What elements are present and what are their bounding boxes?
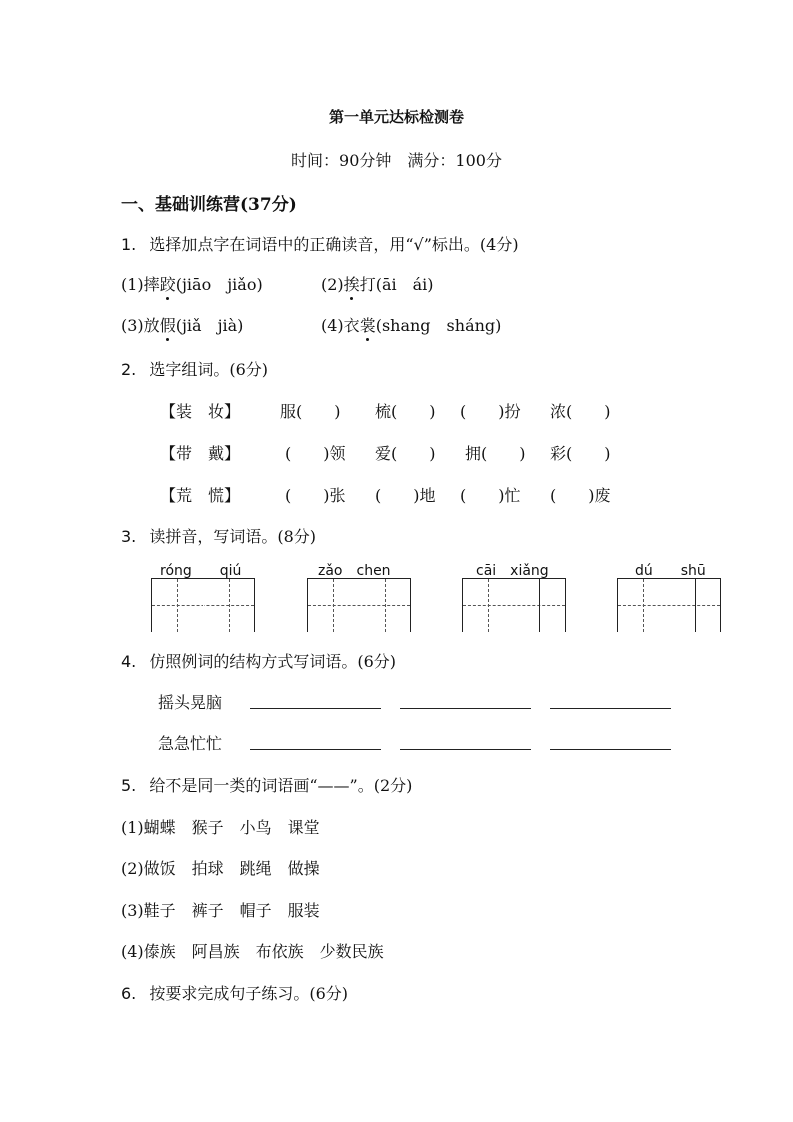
answer-line[interactable] — [550, 708, 671, 709]
blank-item: 浓( ) — [550, 402, 611, 421]
blank-item: ( )领 — [285, 444, 346, 463]
blank-item: ( )地 — [375, 486, 436, 505]
char-pair-label: 【装 妆】 — [160, 402, 241, 421]
word-list-item: (2)做饭 拍球 跳绳 做操 — [121, 859, 320, 878]
option-item: (2)挨打(āi ái) — [321, 272, 434, 295]
question-text: 给不是同一类的词语画“——”。(2分) — [149, 776, 413, 795]
pinyin-label: zǎo chen — [318, 563, 391, 579]
writing-grid[interactable] — [151, 578, 255, 632]
blank-item: 爱( ) — [375, 444, 436, 463]
answer-line[interactable] — [250, 708, 381, 709]
blank-item: ( )废 — [550, 486, 611, 505]
answer-line[interactable] — [400, 708, 531, 709]
question-number: 1. — [121, 235, 137, 254]
word-list-item: (3)鞋子 裤子 帽子 服装 — [121, 901, 320, 920]
answer-line[interactable] — [400, 749, 531, 750]
question-text: 选字组词。(6分) — [149, 360, 269, 379]
example-word: 摇头晃脑 — [158, 693, 223, 712]
question-1 — [121, 232, 519, 255]
question-5 — [121, 773, 412, 796]
question-6 — [121, 981, 348, 1004]
question-number: 5. — [121, 776, 137, 795]
question-text: 读拼音，写词语。(8分) — [149, 527, 317, 546]
answer-line[interactable] — [250, 749, 381, 750]
question-text: 选择加点字在词语中的正确读音，用“√”标出。(4分) — [149, 235, 519, 254]
pinyin-label: dú shū — [635, 563, 706, 579]
blank-item: 彩( ) — [550, 444, 611, 463]
question-3 — [121, 524, 316, 547]
dotted-char: 假 — [160, 313, 176, 336]
option-item: (4)衣裳(shang sháng) — [321, 313, 501, 336]
dotted-char: 跤 — [160, 272, 176, 295]
option-item: (3)放假(jiǎ jià) — [121, 313, 243, 336]
page-title: 第一单元达标检测卷 — [328, 108, 464, 126]
writing-grid[interactable] — [617, 578, 721, 632]
word-list-item: (1)蝴蝶 猴子 小鸟 课堂 — [121, 818, 320, 837]
option-item: (1)摔跤(jiāo jiǎo) — [121, 272, 263, 295]
question-2 — [121, 357, 268, 380]
blank-item: 服( ) — [280, 402, 341, 421]
char-pair-label: 【带 戴】 — [160, 444, 241, 463]
dotted-char: 挨 — [344, 272, 360, 295]
question-number: 3. — [121, 527, 137, 546]
exam-info: 时间：90分钟 满分：100分 — [291, 151, 502, 170]
blank-item: ( )忙 — [460, 486, 521, 505]
dotted-char: 裳 — [360, 313, 376, 336]
blank-item: 梳( ) — [375, 402, 436, 421]
question-4 — [121, 649, 396, 672]
question-text: 仿照例词的结构方式写词语。(6分) — [149, 652, 397, 671]
blank-item: ( )扮 — [460, 402, 521, 421]
word-list-item: (4)傣族 阿昌族 布依族 少数民族 — [121, 942, 384, 961]
writing-grid[interactable] — [462, 578, 566, 632]
writing-grid[interactable] — [307, 578, 411, 632]
section-heading: 一、基础训练营(37分) — [121, 195, 297, 215]
question-number: 2. — [121, 360, 137, 379]
char-pair-label: 【荒 慌】 — [160, 486, 241, 505]
question-number: 6. — [121, 984, 137, 1003]
blank-item: ( )张 — [285, 486, 346, 505]
example-word: 急急忙忙 — [158, 734, 223, 753]
question-number: 4. — [121, 652, 137, 671]
pinyin-label: cāi xiǎng — [476, 563, 549, 579]
question-text: 按要求完成句子练习。(6分) — [149, 984, 349, 1003]
answer-line[interactable] — [550, 749, 671, 750]
blank-item: 拥( ) — [465, 444, 526, 463]
pinyin-label: róng qiú — [160, 563, 242, 579]
